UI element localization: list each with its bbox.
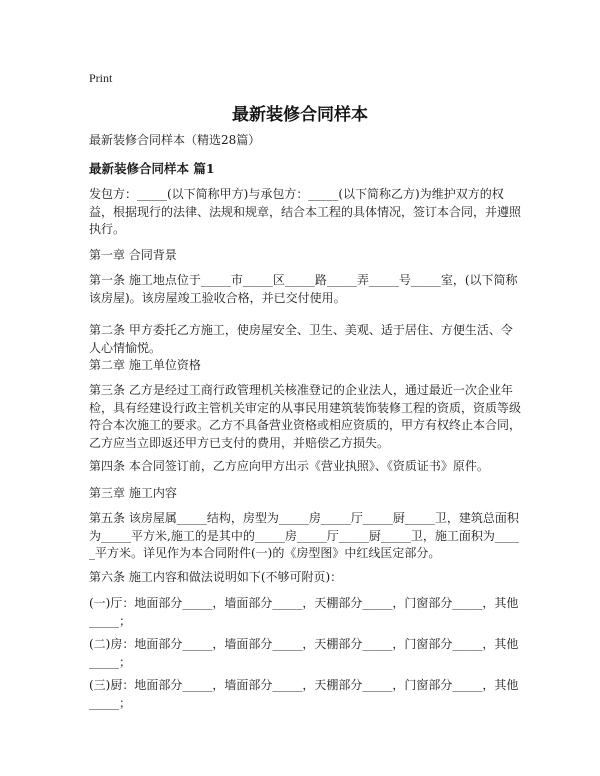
chapter-heading-2: 第二章 施工单位资格: [89, 358, 201, 372]
chapter-heading-1: 第一章 合同背景: [89, 248, 177, 262]
article-5: 第五条 该房屋属_____结构，房型为_____房_____厅_____厨_____卫，建筑总面积为_____平方米,施工的是其中的_____房_____厅_____厨_____卫，施工面积为_____平方米。详见作为本合同附件(一)的《房型图》中红线匡定部分。: [89, 511, 519, 560]
article-6: 第六条 施工内容和做法说明如下(不够可附页)：: [89, 570, 343, 584]
article-2: 第二条 甲方委托乙方施工，使房屋安全、卫生、美观、适于居住、方便生活、令人心情愉悦。: [89, 323, 513, 355]
chapter-heading-3: 第三章 施工内容: [89, 486, 177, 500]
print-link[interactable]: Print: [89, 71, 113, 85]
section-heading: 最新装修合同样本 篇1: [89, 161, 215, 176]
page-title: 最新装修合同样本: [232, 105, 368, 125]
article-1: 第一条 施工地点位于_____市_____区_____路_____弄_____号_____室，(以下简称该房屋)。该房屋竣工验收合格，并已交付使用。: [89, 273, 518, 305]
article-4: 第四条 本合同签订前，乙方应向甲方出示《营业执照》、《资质证书》原件。: [89, 459, 489, 473]
list-item-hall: (一)厅：地面部分_____，墙面部分_____，天棚部分_____，门窗部分_____，其他_____；: [89, 596, 519, 628]
list-item-room: (二)房：地面部分_____，墙面部分_____，天棚部分_____，门窗部分_____，其他_____；: [89, 637, 519, 669]
list-item-kitchen: (三)厨：地面部分_____，墙面部分_____，天棚部分_____，门窗部分_____，其他_____；: [89, 678, 519, 710]
document-subtitle: 最新装修合同样本（精选28篇）: [89, 133, 261, 147]
article-3: 第三条 乙方是经过工商行政管理机关核准登记的企业法人，通过最近一次企业年检，具有经建设行政主管机关审定的从事民用建筑装饰装修工程的资质，资质等级符合本次施工的要求。乙方不具备营业资格或相应资质的，甲方有权终止本合同，乙方应当立即返还甲方已支付的费用，并赔偿乙方损失。: [89, 383, 522, 450]
paragraph-parties: 发包方：_____(以下简称甲方)与承包方：_____(以下简称乙方)为维护双方的权益，根据现行的法律、法规和规章，结合本工程的具体情况，签订本合同，并遵照执行。: [89, 187, 522, 236]
